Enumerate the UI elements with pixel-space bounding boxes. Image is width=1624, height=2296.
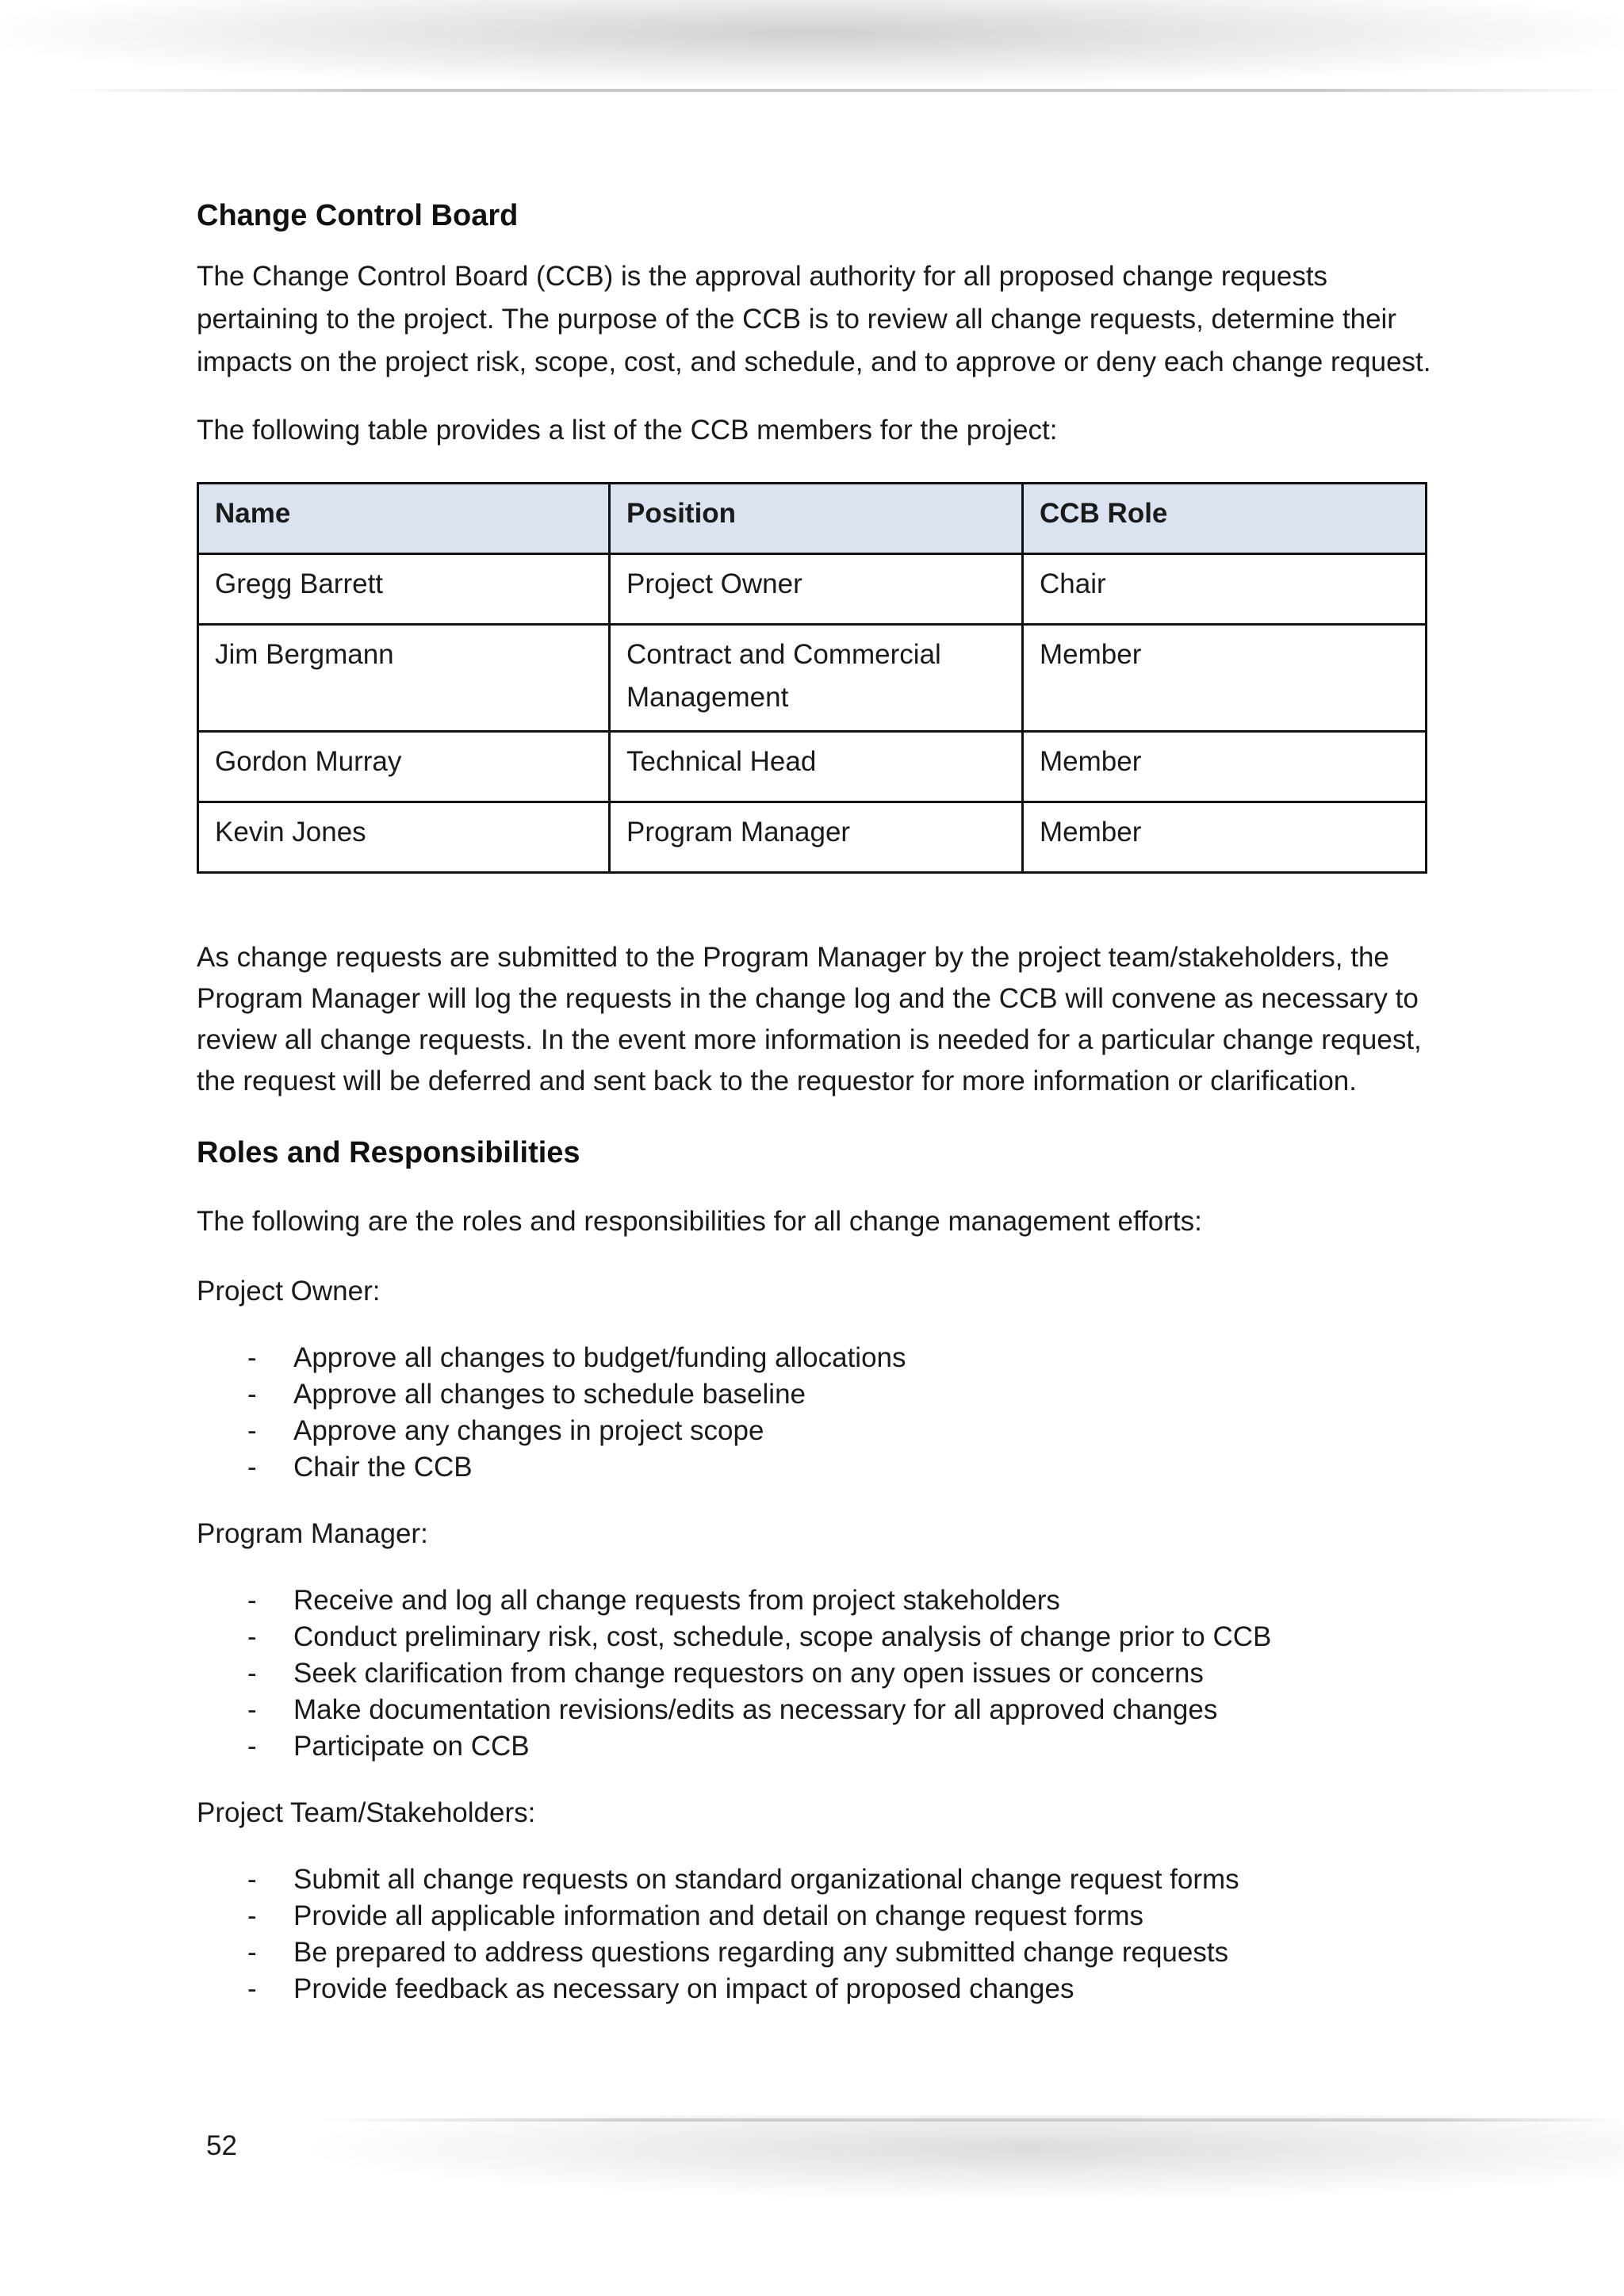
header-position: Position: [610, 484, 1023, 554]
list-item: - Seek clarification from change requestors on any open issues or concerns: [247, 1655, 1434, 1692]
cell-name: Gordon Murray: [198, 732, 610, 802]
list-item: - Conduct preliminary risk, cost, schedule, scope analysis of change prior to CCB: [247, 1619, 1434, 1655]
program-manager-responsibilities: [197, 1582, 1434, 1765]
ccb-members-table: [197, 482, 1427, 874]
cell-ccb-role: Chair: [1023, 554, 1427, 625]
table-row: [198, 625, 1427, 732]
table-row: [198, 732, 1427, 802]
role-label-project-owner: Project Owner:: [197, 1276, 381, 1307]
document-body: [197, 192, 1434, 2007]
list-item: - Be prepared to address questions regarding any submitted change requests: [247, 1934, 1434, 1971]
ccb-intro-paragraph: The Change Control Board (CCB) is the approval authority for all proposed change requests pertaining to the project. The purpose of the CCB is to review all change requests, determine their impacts on the project risk, scope, cost, and schedule, and to approve or deny each change request.: [197, 261, 1431, 377]
table-intro-paragraph: The following table provides a list of the CCB members for the project:: [197, 415, 1058, 446]
list-item: - Approve all changes to schedule baseline: [247, 1376, 1434, 1413]
page-bottom-shadow: [301, 2115, 1624, 2210]
list-item: - Receive and log all change requests from project stakeholders: [247, 1582, 1434, 1619]
cell-ccb-role: Member: [1023, 625, 1427, 732]
page-top-edge: [63, 89, 1624, 92]
list-item: - Provide all applicable information and detail on change request forms: [247, 1898, 1434, 1934]
page-bottom-edge: [317, 2118, 1624, 2122]
cell-position: Technical Head: [610, 732, 1023, 802]
cell-name: Kevin Jones: [198, 802, 610, 873]
list-item: - Approve all changes to budget/funding allocations: [247, 1340, 1434, 1376]
cell-name: Gregg Barrett: [198, 554, 610, 625]
list-item: - Approve any changes in project scope: [247, 1413, 1434, 1449]
page-number: 52: [206, 2130, 237, 2161]
list-item: - Chair the CCB: [247, 1449, 1434, 1486]
table-row: [198, 554, 1427, 625]
cell-ccb-role: Member: [1023, 802, 1427, 873]
table-header-row: [198, 484, 1427, 554]
role-label-program-manager: Program Manager:: [197, 1518, 428, 1549]
roles-intro-paragraph: The following are the roles and responsibilities for all change management efforts:: [197, 1206, 1202, 1237]
cell-position: Contract and Commercial Management: [610, 625, 1023, 732]
list-item: - Submit all change requests on standard organizational change request forms: [247, 1862, 1434, 1898]
header-name: Name: [198, 484, 610, 554]
header-ccb-role: CCB Role: [1023, 484, 1427, 554]
project-owner-responsibilities: [197, 1340, 1434, 1486]
project-team-responsibilities: [197, 1862, 1434, 2007]
list-item: - Participate on CCB: [247, 1728, 1434, 1765]
cell-name: Jim Bergmann: [198, 625, 610, 732]
cell-ccb-role: Member: [1023, 732, 1427, 802]
table-row: [198, 802, 1427, 873]
list-item: - Provide feedback as necessary on impact of proposed changes: [247, 1971, 1434, 2007]
heading-change-control-board: Change Control Board: [197, 199, 519, 232]
page-top-shadow: [0, 0, 1624, 94]
role-label-project-team: Project Team/Stakeholders:: [197, 1797, 536, 1828]
heading-roles-responsibilities: Roles and Responsibilities: [197, 1136, 580, 1169]
change-process-paragraph: As change requests are submitted to the Program Manager by the project team/stakeholders, the Program Manager will log the requests in the change log and the CCB will convene as necessary to review all change requests. In the event more information is needed for a particular change request, the request will be deferred and sent back to the requestor for more information or clarification.: [197, 942, 1422, 1096]
list-item: - Make documentation revisions/edits as necessary for all approved changes: [247, 1692, 1434, 1728]
cell-position: Program Manager: [610, 802, 1023, 873]
cell-position: Project Owner: [610, 554, 1023, 625]
